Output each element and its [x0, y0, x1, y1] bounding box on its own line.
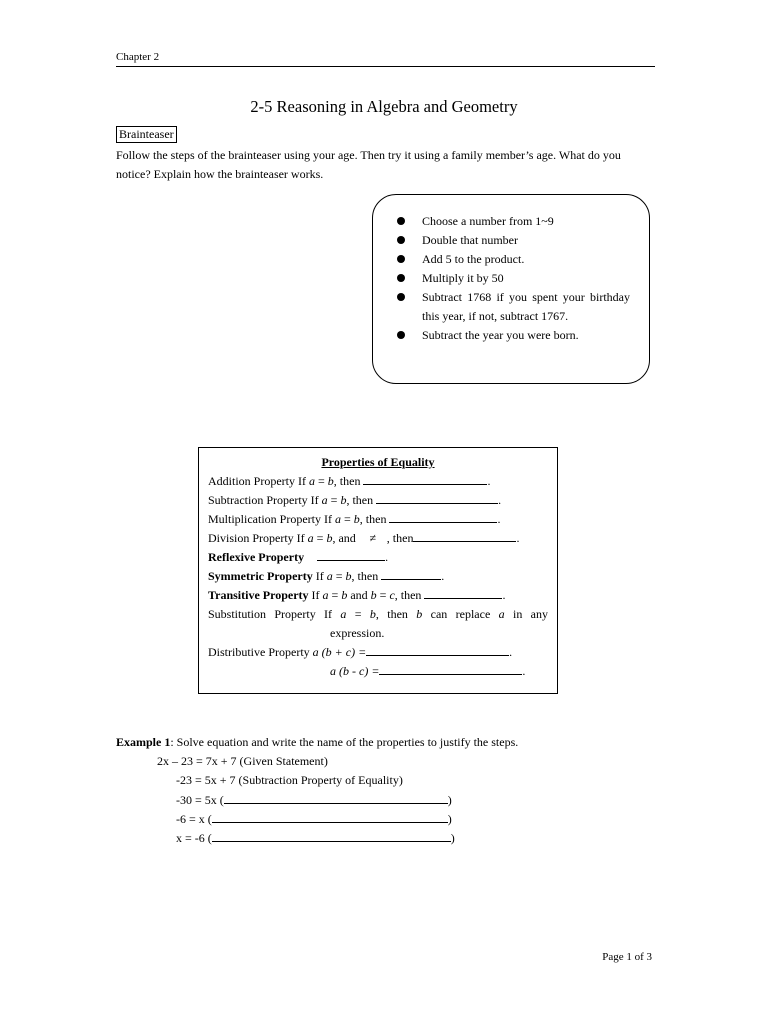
example-step-5: x = -6 ( )	[176, 831, 455, 845]
list-item: Double that number	[395, 231, 630, 250]
bullet-icon	[397, 331, 405, 339]
properties-of-equality-box	[198, 447, 558, 694]
header-divider	[116, 66, 655, 67]
chapter-label: Chapter 2	[116, 51, 160, 63]
answer-blank[interactable]	[224, 792, 448, 804]
symmetric-property: Symmetric Property If a = b, then .	[208, 569, 445, 583]
brainteaser-steps-box	[372, 194, 650, 384]
bullet-icon	[397, 217, 405, 225]
page-number: Page 1 of 3	[602, 951, 652, 963]
reflexive-property: Reflexive Property .	[208, 550, 389, 564]
list-item: Subtract 1768 if you spent your birthday this year, if not, subtract 1767.	[395, 288, 630, 326]
division-property: Division Property If a = b, and ≠ , then .	[208, 531, 520, 545]
addition-property: Addition Property If a = b, then .	[208, 474, 491, 488]
example-1-heading: Example 1: Solve equation and write the name of the properties to justify the steps.	[116, 735, 519, 749]
bullet-icon	[397, 255, 405, 263]
brainteaser-intro: Follow the steps of the brainteaser using your age. Then try it using a family member’s age. What do you notice? Explain how the brainteaser works.	[116, 148, 621, 181]
answer-blank[interactable]	[424, 587, 502, 599]
list-item: Multiply it by 50	[395, 269, 630, 288]
transitive-property: Transitive Property If a = b and b = c, then .	[208, 588, 506, 602]
example-step-4: -6 = x ( )	[176, 812, 452, 826]
substitution-property: Substitution Property If a = b, then b can replace a in any	[208, 607, 549, 621]
distributive-property-minus: a (b - c) = .	[330, 664, 526, 678]
answer-blank[interactable]	[376, 492, 498, 504]
list-item: Add 5 to the product.	[395, 250, 630, 269]
answer-blank[interactable]	[212, 811, 448, 823]
answer-blank[interactable]	[366, 644, 509, 656]
page-title: 2-5 Reasoning in Algebra and Geometry	[250, 97, 518, 116]
example-step-1: 2x – 23 = 7x + 7 (Given Statement)	[157, 754, 328, 768]
properties-title: Properties of Equality	[321, 455, 435, 469]
answer-blank[interactable]	[212, 830, 451, 842]
answer-blank[interactable]	[389, 511, 497, 523]
answer-blank[interactable]	[317, 549, 385, 561]
example-step-3: -30 = 5x ( )	[176, 793, 452, 807]
answer-blank[interactable]	[379, 663, 522, 675]
bullet-icon	[397, 236, 405, 244]
answer-blank[interactable]	[381, 568, 441, 580]
subtraction-property: Subtraction Property If a = b, then .	[208, 493, 502, 507]
substitution-property-cont: expression.	[330, 626, 385, 640]
brainteaser-tag: Brainteaser	[116, 126, 177, 143]
list-item: Subtract the year you were born.	[395, 326, 630, 345]
example-step-2: -23 = 5x + 7 (Subtraction Property of Equality)	[176, 773, 403, 787]
answer-blank[interactable]	[413, 530, 516, 542]
answer-blank[interactable]	[363, 473, 487, 485]
multiplication-property: Multiplication Property If a = b, then .	[208, 512, 501, 526]
brainteaser-steps-list	[395, 212, 630, 345]
distributive-property: Distributive Property a (b + c) = .	[208, 645, 513, 659]
list-item: Choose a number from 1~9	[395, 212, 630, 231]
bullet-icon	[397, 293, 405, 301]
bullet-icon	[397, 274, 405, 282]
